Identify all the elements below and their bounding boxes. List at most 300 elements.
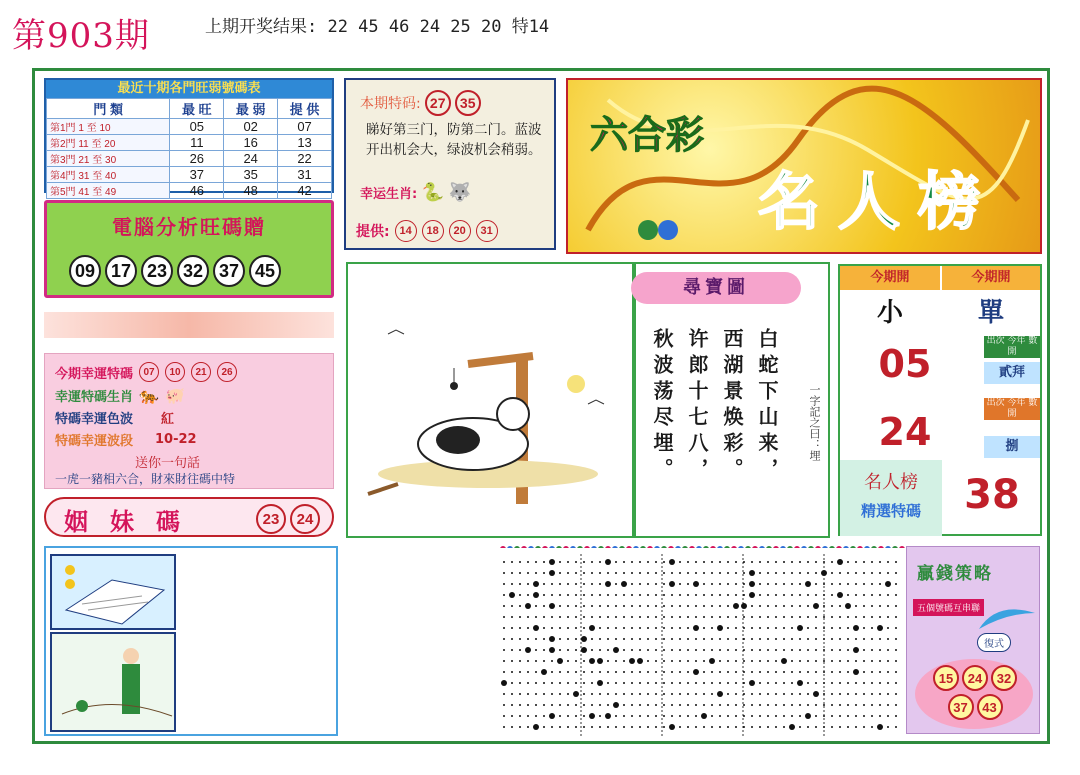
grid-dot — [823, 605, 825, 607]
fame-number: 38 — [964, 472, 1020, 518]
grid-dot — [527, 660, 529, 662]
grid-dot — [733, 603, 739, 609]
grid-dot — [799, 671, 801, 673]
grid-dot — [735, 715, 737, 717]
grid-dot — [871, 715, 873, 717]
grid-dot — [741, 603, 747, 609]
grid-dot — [797, 625, 803, 631]
grid-dot — [597, 680, 603, 686]
pick-cell: 31 — [278, 167, 332, 183]
grid-dot — [583, 561, 585, 563]
grid-dot — [847, 726, 849, 728]
grid-dot — [615, 693, 617, 695]
number-ball: 43 — [977, 694, 1003, 720]
grid-dot — [631, 638, 633, 640]
grid-dot — [743, 671, 745, 673]
grid-dot — [751, 693, 753, 695]
grid-dot — [839, 649, 841, 651]
grid-dot — [759, 616, 761, 618]
grid-dot — [799, 726, 801, 728]
grid-dot — [871, 726, 873, 728]
grid-dot — [847, 583, 849, 585]
grid-dot — [871, 616, 873, 618]
grid-dot — [885, 581, 891, 587]
grid-dot — [719, 682, 721, 684]
grid-dot — [575, 671, 577, 673]
table-row — [47, 119, 332, 135]
grid-dot — [845, 603, 851, 609]
grid-dot — [751, 616, 753, 618]
grid-dot — [815, 649, 817, 651]
grid-dot — [751, 715, 753, 717]
grid-dot — [783, 594, 785, 596]
grid-dot — [791, 561, 793, 563]
grid-dot — [727, 572, 729, 574]
grid-dot — [589, 713, 595, 719]
grid-dot — [775, 649, 777, 651]
grid-dot — [551, 704, 553, 706]
grid-dot — [623, 682, 625, 684]
grid-dot — [519, 671, 521, 673]
grid-dot — [743, 616, 745, 618]
grid-dot — [605, 581, 611, 587]
grid-dot — [639, 671, 641, 673]
grid-dot — [743, 649, 745, 651]
grid-dot — [703, 572, 705, 574]
grid-dot — [567, 693, 569, 695]
grid-dot — [687, 561, 689, 563]
grid-dot — [607, 616, 609, 618]
grid-dot — [751, 704, 753, 706]
grid-dot — [863, 682, 865, 684]
grid-dot — [567, 715, 569, 717]
grid-dot — [855, 693, 857, 695]
grid-dot — [687, 583, 689, 585]
wolf-icon: 🐺 — [448, 182, 472, 203]
grid-dot — [855, 715, 857, 717]
grid-dot — [879, 682, 881, 684]
grid-dot — [623, 638, 625, 640]
grid-dot — [591, 594, 593, 596]
grid-dot — [727, 627, 729, 629]
grid-dot — [727, 715, 729, 717]
grid-dot — [735, 682, 737, 684]
grid-dot — [543, 594, 545, 596]
grid-dot — [519, 660, 521, 662]
grid-dot — [871, 693, 873, 695]
grid-dot — [839, 682, 841, 684]
grid-dot — [693, 669, 699, 675]
grid-dot — [551, 594, 553, 596]
grid-dot — [839, 627, 841, 629]
grid-dot — [631, 561, 633, 563]
grid-dot — [695, 572, 697, 574]
grid-dot — [775, 671, 777, 673]
grid-dot — [575, 572, 577, 574]
grid-dot — [679, 660, 681, 662]
grid-dot — [639, 715, 641, 717]
grid-dot — [533, 581, 539, 587]
grid-dot — [839, 572, 841, 574]
grid-dot — [791, 572, 793, 574]
grid-dot — [799, 616, 801, 618]
grid-dot — [527, 638, 529, 640]
grid-dot — [599, 583, 601, 585]
grid-dot — [783, 605, 785, 607]
grid-dot — [511, 627, 513, 629]
grid-dot — [559, 682, 561, 684]
grid-dot — [535, 561, 537, 563]
grid-dot — [791, 704, 793, 706]
grid-dot — [863, 627, 865, 629]
grid-dot — [789, 724, 795, 730]
grid-dot — [655, 682, 657, 684]
size-header: 今期開 — [840, 266, 940, 290]
grid-dot — [679, 715, 681, 717]
grid-dot — [871, 627, 873, 629]
grid-dot — [815, 583, 817, 585]
grid-dot — [535, 704, 537, 706]
count-value-1: 貳拜 — [984, 362, 1040, 384]
grid-dot — [767, 616, 769, 618]
grid-dot — [639, 561, 641, 563]
grid-dot — [519, 594, 521, 596]
grid-dot — [831, 627, 833, 629]
grid-dot — [583, 660, 585, 662]
treasure-map-title: 尋寶圖 — [631, 272, 801, 304]
grid-dot — [503, 660, 505, 662]
number-ball: 20 — [449, 220, 471, 242]
grid-dot — [567, 627, 569, 629]
grid-dot — [567, 704, 569, 706]
grid-dot — [735, 693, 737, 695]
grid-dot — [839, 605, 841, 607]
grid-dot — [887, 704, 889, 706]
grid-dot — [807, 561, 809, 563]
grid-dot — [831, 572, 833, 574]
grid-dot — [847, 660, 849, 662]
grid-dot — [695, 561, 697, 563]
grid-dot — [813, 603, 819, 609]
grid-dot — [797, 680, 803, 686]
grid-dot — [605, 559, 611, 565]
grid-dot — [703, 726, 705, 728]
grid-dot — [877, 625, 883, 631]
grid-dot — [591, 616, 593, 618]
grid-dot — [895, 594, 897, 596]
grid-dot — [847, 715, 849, 717]
lucky-range-value: 10-22 — [155, 432, 197, 447]
grid-dot — [519, 693, 521, 695]
grid-dot — [799, 693, 801, 695]
win-numbers — [923, 665, 1027, 720]
group-cell: 第3門 21 至 30 — [47, 151, 170, 167]
computer-analysis-numbers — [69, 255, 281, 287]
grid-dot — [671, 682, 673, 684]
grid-dot — [719, 671, 721, 673]
column-header: 最 旺 — [170, 99, 224, 119]
grid-dot — [527, 682, 529, 684]
grid-dot — [615, 660, 617, 662]
cat-cartoon-illustration — [348, 264, 632, 536]
pig-icon: 🐖 — [164, 386, 185, 405]
grid-dot — [575, 660, 577, 662]
grid-dot — [711, 594, 713, 596]
grid-dot — [613, 702, 619, 708]
grid-dot — [589, 625, 595, 631]
grid-dot — [671, 594, 673, 596]
combo-tag: 復式 — [977, 633, 1011, 652]
number-ball: 21 — [191, 362, 211, 382]
grid-dot — [543, 638, 545, 640]
grid-dot — [631, 627, 633, 629]
grid-dot — [535, 616, 537, 618]
grid-dot — [839, 583, 841, 585]
grid-dot — [693, 625, 699, 631]
hot-cell: 46 — [170, 183, 224, 199]
grid-dot — [631, 704, 633, 706]
grid-dot — [623, 671, 625, 673]
grid-dot — [847, 682, 849, 684]
group-cell: 第4門 31 至 40 — [47, 167, 170, 183]
grid-dot — [623, 693, 625, 695]
grid-dot — [503, 704, 505, 706]
grid-dot — [583, 715, 585, 717]
grid-dot — [543, 704, 545, 706]
grid-dot — [511, 726, 513, 728]
grid-dot — [639, 605, 641, 607]
grid-dot — [679, 638, 681, 640]
grid-dot — [519, 726, 521, 728]
grid-dot — [695, 726, 697, 728]
grid-dot — [687, 726, 689, 728]
grid-dot — [615, 638, 617, 640]
group-cell: 第2門 11 至 20 — [47, 135, 170, 151]
grid-dot — [775, 704, 777, 706]
grid-dot — [575, 649, 577, 651]
grid-dot — [615, 726, 617, 728]
grid-dot — [615, 594, 617, 596]
grid-dot — [735, 638, 737, 640]
grid-dot — [543, 583, 545, 585]
grid-dot — [831, 671, 833, 673]
grid-dot — [607, 704, 609, 706]
grid-dot — [615, 715, 617, 717]
grid-dot — [791, 594, 793, 596]
grid-dot — [831, 594, 833, 596]
grid-dot — [623, 627, 625, 629]
grid-dot — [767, 693, 769, 695]
grid-dot — [549, 713, 555, 719]
grid-dot — [599, 572, 601, 574]
grid-dot — [703, 605, 705, 607]
number-ball: 17 — [105, 255, 137, 287]
grid-dot — [847, 594, 849, 596]
sister-code-panel — [44, 497, 334, 537]
grid-dot — [735, 572, 737, 574]
grid-dot — [599, 693, 601, 695]
grid-dot — [543, 605, 545, 607]
grid-dot — [703, 660, 705, 662]
grid-dot — [527, 561, 529, 563]
grid-dot — [749, 581, 755, 587]
grid-dot — [655, 715, 657, 717]
grid-dot — [695, 693, 697, 695]
grid-dot — [559, 627, 561, 629]
last-draw-result: 上期开奖结果: 22 45 46 24 25 20 特14 — [205, 17, 550, 37]
grid-dot — [759, 583, 761, 585]
grid-dot — [623, 594, 625, 596]
grid-dot — [847, 649, 849, 651]
number-ball: 10 — [165, 362, 185, 382]
number-ball: 23 — [256, 504, 286, 534]
grid-dot — [551, 616, 553, 618]
grid-dot — [751, 561, 753, 563]
grid-dot — [503, 583, 505, 585]
grid-dot — [767, 682, 769, 684]
lucky-zodiac-row — [55, 386, 185, 405]
grid-dot — [543, 627, 545, 629]
frequency-table — [46, 98, 332, 199]
sister-code-numbers — [256, 504, 320, 534]
grid-dot — [815, 616, 817, 618]
grid-dot — [711, 726, 713, 728]
grid-dot — [799, 572, 801, 574]
grid-dot — [687, 660, 689, 662]
grid-dot — [847, 704, 849, 706]
grid-dot — [807, 682, 809, 684]
grid-dot — [607, 627, 609, 629]
number-ball: 24 — [962, 665, 988, 691]
grid-dot — [863, 726, 865, 728]
grid-dot — [767, 594, 769, 596]
table-row — [47, 135, 332, 151]
grid-dot — [567, 605, 569, 607]
lucky-color-row — [55, 408, 174, 427]
column-header: 門 類 — [47, 99, 170, 119]
grid-dot — [711, 671, 713, 673]
computer-analysis-title: 電腦分析旺碼贈 — [112, 215, 266, 239]
parity-value: 單 — [977, 298, 1004, 328]
grid-dot — [575, 726, 577, 728]
grid-dot — [647, 704, 649, 706]
grid-dot — [719, 616, 721, 618]
grid-dot — [831, 704, 833, 706]
grid-dot — [559, 693, 561, 695]
grid-dot — [607, 605, 609, 607]
number-ball: 14 — [395, 220, 417, 242]
grid-dot — [533, 724, 539, 730]
grid-dot — [679, 583, 681, 585]
grid-dot — [663, 638, 665, 640]
grid-dot — [879, 572, 881, 574]
grid-dot — [599, 605, 601, 607]
grid-dot — [847, 572, 849, 574]
grid-dot — [557, 658, 563, 664]
grid-dot — [559, 594, 561, 596]
grid-dot — [639, 726, 641, 728]
special-zodiac-label: 幸运生肖: — [360, 187, 418, 202]
grid-dot — [703, 704, 705, 706]
grid-dot — [823, 704, 825, 706]
grid-dot — [535, 715, 537, 717]
grid-dot — [599, 726, 601, 728]
grid-dot — [549, 570, 555, 576]
grid-dot — [749, 592, 755, 598]
grid-dot — [759, 561, 761, 563]
grid-dot — [839, 693, 841, 695]
grid-dot — [871, 682, 873, 684]
grid-dot — [799, 594, 801, 596]
grid-dot — [877, 724, 883, 730]
grid-dot — [549, 559, 555, 565]
grid-dot — [519, 649, 521, 651]
grid-dot — [543, 572, 545, 574]
grid-dot — [735, 616, 737, 618]
grid-dot — [647, 682, 649, 684]
grid-dot — [503, 649, 505, 651]
grid-dot — [717, 625, 723, 631]
grid-dot — [863, 704, 865, 706]
grid-dot — [783, 649, 785, 651]
grid-dot — [559, 726, 561, 728]
column-header: 提 供 — [278, 99, 332, 119]
grid-dot — [687, 605, 689, 607]
grid-dot — [597, 658, 603, 664]
grid-dot — [559, 561, 561, 563]
grid-dot — [887, 671, 889, 673]
grid-dot — [695, 715, 697, 717]
grid-dot — [671, 693, 673, 695]
grid-dot — [783, 561, 785, 563]
number-ball: 37 — [213, 255, 245, 287]
grid-dot — [543, 693, 545, 695]
grid-dot — [549, 636, 555, 642]
grid-dot — [807, 660, 809, 662]
grid-dot — [871, 561, 873, 563]
grid-dot — [855, 726, 857, 728]
grid-dot — [583, 605, 585, 607]
grid-dot — [743, 715, 745, 717]
grid-dot — [719, 704, 721, 706]
grid-dot — [655, 561, 657, 563]
grid-dot — [575, 627, 577, 629]
grid-dot — [543, 726, 545, 728]
grid-dot — [743, 638, 745, 640]
grid-dot — [759, 638, 761, 640]
grid-dot — [783, 704, 785, 706]
grid-dot — [887, 572, 889, 574]
grid-dot — [591, 693, 593, 695]
grid-dot — [805, 581, 811, 587]
grid-dot — [775, 627, 777, 629]
grid-dot — [623, 660, 625, 662]
grid-dot — [679, 561, 681, 563]
grid-dot — [799, 638, 801, 640]
grid-dot — [727, 682, 729, 684]
grid-dot — [671, 715, 673, 717]
grid-dot — [663, 572, 665, 574]
grid-dot — [647, 638, 649, 640]
grid-dot — [503, 616, 505, 618]
grid-dot — [589, 658, 595, 664]
grid-dot — [559, 583, 561, 585]
cold-cell: 02 — [224, 119, 278, 135]
grid-dot — [807, 704, 809, 706]
grid-dot — [623, 616, 625, 618]
grid-dot — [855, 682, 857, 684]
grid-dot — [613, 647, 619, 653]
